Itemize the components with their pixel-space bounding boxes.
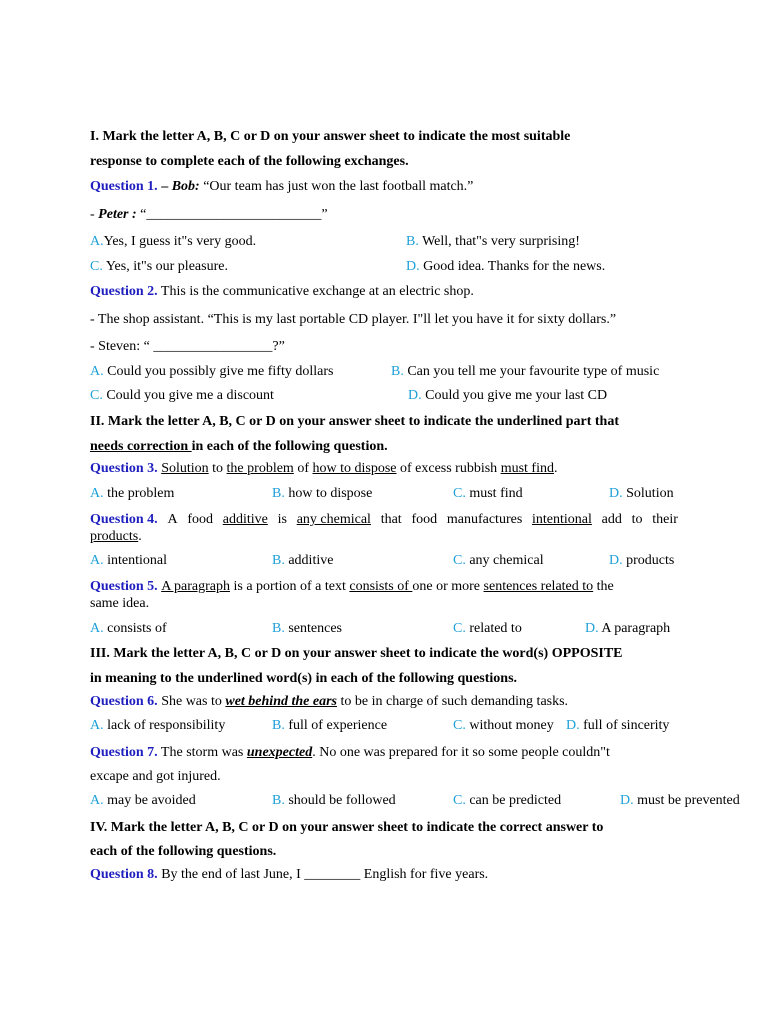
question-7-stem-line1 [90, 744, 610, 761]
option-letter: A. [90, 234, 104, 249]
option-letter: D. [585, 621, 599, 636]
dash: – [157, 179, 172, 194]
option-text: may be avoided [103, 793, 196, 808]
word: their [652, 512, 678, 527]
option-c [90, 258, 228, 275]
word: food [411, 512, 438, 527]
option-a [90, 552, 167, 569]
question-label: Question 2. [90, 284, 158, 299]
text: She was to [157, 694, 226, 709]
text: . [553, 461, 558, 476]
option-text: Could you possibly give me fifty dollars [103, 364, 334, 379]
underlined-part: any chemical [296, 512, 371, 527]
option-text: the problem [103, 486, 175, 501]
option-text: how to dispose [284, 486, 373, 501]
option-c [453, 792, 561, 809]
underlined-phrase: needs correction [90, 439, 192, 454]
option-letter: A. [90, 553, 104, 568]
option-letter: A. [90, 486, 104, 501]
question-6-stem [90, 693, 568, 710]
option-text: must find [465, 486, 523, 501]
question-label: Question 6. [90, 694, 158, 709]
option-text: additive [284, 553, 334, 568]
option-letter: D. [566, 718, 580, 733]
question-label: Question 1. [90, 179, 158, 194]
underlined-part: how to dispose [312, 461, 397, 476]
section-3-heading-line1: III. Mark the letter A, B, C or D on your answer sheet to indicate the word(s) OPPOSITE [90, 646, 623, 661]
option-text: must be prevented [633, 793, 740, 808]
word: A [167, 512, 178, 527]
question-5-stem-line2: same idea. [90, 596, 150, 611]
option-b [272, 620, 342, 637]
text: the [593, 579, 614, 594]
option-d [609, 552, 674, 569]
option-b [272, 792, 396, 809]
option-text: any chemical [465, 553, 544, 568]
option-text: Could you give me your last CD [421, 388, 608, 403]
blank-line: “_________________________” [136, 207, 328, 222]
option-text: intentional [103, 553, 168, 568]
option-text: without money [465, 718, 554, 733]
option-text: products [622, 553, 675, 568]
option-c [453, 620, 522, 637]
question-1-stem [90, 178, 473, 195]
option-letter: B. [272, 553, 285, 568]
option-letter: C. [453, 621, 466, 636]
text: of [293, 461, 313, 476]
question-3-stem [90, 460, 557, 477]
option-b [272, 485, 372, 502]
option-text: lack of responsibility [103, 718, 226, 733]
option-c [90, 387, 274, 404]
option-text: A paragraph [598, 621, 671, 636]
underlined-part: sentences related to [483, 579, 594, 594]
question-label: Question 4. [90, 512, 158, 527]
option-b [272, 552, 333, 569]
question-1-response [90, 206, 328, 223]
option-letter: B. [391, 364, 404, 379]
question-2-dialogue-1: - The shop assistant. “This is my last portable CD player. I"ll let you have it for sixty dollars.” [90, 312, 617, 327]
option-text: Solution [622, 486, 674, 501]
question-8-stem [90, 866, 488, 883]
option-letter: B. [272, 486, 285, 501]
option-b [406, 233, 580, 250]
option-letter: D. [406, 259, 420, 274]
speaker-name: Peter : [98, 207, 137, 222]
word: that [380, 512, 402, 527]
question-text: By the end of last June, I ________ English for five years. [157, 867, 489, 882]
option-letter: C. [90, 259, 103, 274]
option-d [585, 620, 670, 637]
option-c [453, 717, 554, 734]
section-4-heading-line1: IV. Mark the letter A, B, C or D on your answer sheet to indicate the correct answer to [90, 820, 604, 835]
question-2-dialogue-2: - Steven: “ _________________?” [90, 339, 285, 354]
option-letter: D. [408, 388, 422, 403]
option-text: Good idea. Thanks for the news. [419, 259, 606, 274]
option-letter: C. [453, 793, 466, 808]
option-text: full of sincerity [579, 718, 670, 733]
section-2-heading-line1: II. Mark the letter A, B, C or D on your answer sheet to indicate the underlined part that [90, 414, 619, 429]
question-7-stem-line2: excape and got injured. [90, 769, 221, 784]
text: . No one was prepared for it so some people couldn"t [312, 745, 610, 760]
underlined-part: wet behind the ears [225, 694, 337, 709]
option-letter: C. [90, 388, 103, 403]
option-text: Could you give me a discount [102, 388, 274, 403]
text: . [138, 529, 142, 544]
question-label: Question 5. [90, 579, 158, 594]
option-letter: C. [453, 553, 466, 568]
option-text: can be predicted [465, 793, 562, 808]
option-text: sentences [284, 621, 342, 636]
option-a [90, 717, 225, 734]
question-label: Question 3. [90, 461, 158, 476]
option-text: consists of [103, 621, 167, 636]
option-text: full of experience [284, 718, 388, 733]
underlined-part: unexpected [246, 745, 313, 760]
section-2-heading-line2 [90, 438, 388, 455]
option-d [620, 792, 740, 809]
text: of excess rubbish [396, 461, 501, 476]
option-text: related to [465, 621, 522, 636]
underlined-part: consists of [349, 579, 413, 594]
question-4-stem-line2 [90, 528, 142, 545]
dialogue-line: “Our team has just won the last football match.” [199, 179, 474, 194]
section-4-heading-line2: each of the following questions. [90, 844, 277, 859]
heading-text: in each of the following question. [191, 439, 388, 454]
underlined-part: A paragraph [161, 579, 230, 594]
word: to [631, 512, 643, 527]
option-a [90, 363, 333, 380]
option-letter: A. [90, 621, 104, 636]
option-d [609, 485, 674, 502]
underlined-part: must find [500, 461, 554, 476]
option-letter: A. [90, 793, 104, 808]
option-text: Well, that"s very surprising! [418, 234, 580, 249]
word: add [601, 512, 622, 527]
question-4-stem-line1 [90, 511, 678, 528]
underlined-part: additive [222, 512, 268, 527]
option-text: Can you tell me your favourite type of music [403, 364, 660, 379]
underlined-part: Solution [161, 461, 209, 476]
text: is a portion of a text [230, 579, 350, 594]
option-letter: A. [90, 364, 104, 379]
option-a [90, 620, 167, 637]
option-letter: D. [609, 486, 623, 501]
text: one or more [412, 579, 484, 594]
underlined-part: the problem [226, 461, 294, 476]
question-2-stem [90, 283, 474, 300]
text: to [208, 461, 227, 476]
option-letter: B. [272, 718, 285, 733]
text: to be in charge of such demanding tasks. [336, 694, 569, 709]
question-5-stem-line1 [90, 578, 614, 595]
section-3-heading-line2: in meaning to the underlined word(s) in each of the following questions. [90, 671, 518, 686]
option-a [90, 233, 256, 250]
text: The storm was [157, 745, 247, 760]
option-c [453, 552, 544, 569]
option-letter: C. [453, 486, 466, 501]
option-d [406, 258, 605, 275]
option-letter: B. [272, 621, 285, 636]
option-letter: D. [620, 793, 634, 808]
word: manufactures [446, 512, 523, 527]
option-b [272, 717, 387, 734]
option-text: Yes, it"s our pleasure. [102, 259, 228, 274]
option-d [408, 387, 607, 404]
dash: - [90, 207, 99, 222]
option-d [566, 717, 669, 734]
underlined-part: intentional [532, 512, 592, 527]
option-b [391, 363, 659, 380]
speaker-name: Bob: [171, 179, 200, 194]
underlined-part: products [90, 529, 139, 544]
option-a [90, 792, 196, 809]
option-letter: C. [453, 718, 466, 733]
word: food [187, 512, 213, 527]
word: is [277, 512, 287, 527]
question-label: Question 8. [90, 867, 158, 882]
option-text: Yes, I guess it"s very good. [103, 234, 257, 249]
section-1-heading-line1: I. Mark the letter A, B, C or D on your answer sheet to indicate the most suitable [90, 129, 571, 144]
section-1-heading-line2: response to complete each of the following exchanges. [90, 154, 409, 169]
option-letter: D. [609, 553, 623, 568]
option-c [453, 485, 523, 502]
question-text: This is the communicative exchange at an electric shop. [157, 284, 474, 299]
option-letter: A. [90, 718, 104, 733]
option-letter: B. [406, 234, 419, 249]
question-label: Question 7. [90, 745, 158, 760]
option-text: should be followed [284, 793, 396, 808]
option-a [90, 485, 174, 502]
option-letter: B. [272, 793, 285, 808]
